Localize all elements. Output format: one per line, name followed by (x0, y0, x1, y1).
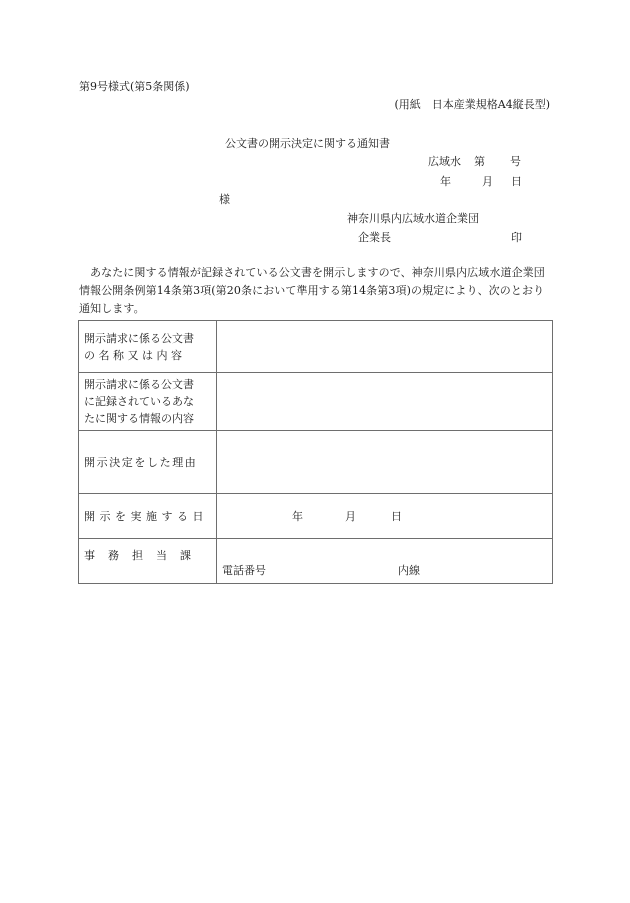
value-responsible-section[interactable] (217, 539, 553, 584)
issue-date-day: 日 (511, 175, 522, 188)
issuer-title: 企業長 (358, 231, 391, 244)
addressee-suffix: 様 (219, 193, 230, 206)
disclosure-date-year: 年 (292, 510, 303, 523)
disclosure-date-month: 月 (345, 510, 356, 523)
notification-body-text: あなたに関する情報が記録されている公文書を開示しますので、神奈川県内広域水道企業団情報公開条例第14条第3項(第20条において準用する第14条第3項)の規定により、次のとおり通知します。 (79, 266, 545, 315)
table-row (79, 494, 553, 539)
reference-number-line (428, 155, 521, 169)
label-decision-reason: 開示決定をした理由 (79, 431, 217, 494)
table-row (79, 321, 553, 373)
value-document-name[interactable] (217, 321, 553, 373)
paper-size-note: (用紙 日本産業規格A4縦長型) (394, 98, 550, 111)
table-row (79, 373, 553, 431)
form-number: 第9号様式(第5条関係) (79, 80, 190, 93)
disclosure-date-day: 日 (391, 510, 402, 523)
document-title: 公文書の開示決定に関する通知書 (225, 137, 390, 150)
issuer-organization: 神奈川県内広域水道企業団 (347, 212, 479, 225)
extension-label: 内線 (398, 564, 420, 577)
disclosure-info-table (78, 320, 553, 584)
phone-number-label: 電話番号 (222, 564, 266, 577)
table-row (79, 539, 553, 584)
reference-dai: 第 (474, 155, 485, 168)
value-decision-reason[interactable] (217, 431, 553, 494)
reference-prefix: 広域水 (428, 155, 461, 168)
value-disclosure-date[interactable] (217, 494, 553, 539)
table-row (79, 431, 553, 494)
value-recorded-info[interactable] (217, 373, 553, 431)
label-disclosure-date: 開示を実施する日 (79, 494, 217, 539)
label-recorded-info: 開示請求に係る公文書 に記録されているあな たに関する情報の内容 (79, 373, 217, 431)
seal-mark: 印 (511, 231, 522, 244)
phone-line (222, 562, 420, 578)
issue-date-month: 月 (482, 175, 493, 188)
label-responsible-section: 事務担当課 (79, 539, 217, 584)
disclosure-date-fields (292, 508, 402, 524)
issue-date-year: 年 (440, 175, 451, 188)
label-document-name: 開示請求に係る公文書 の名称又は内容 (79, 321, 217, 373)
reference-go: 号 (510, 155, 521, 168)
issuer-title-line (358, 231, 522, 245)
issue-date-line (440, 175, 522, 189)
